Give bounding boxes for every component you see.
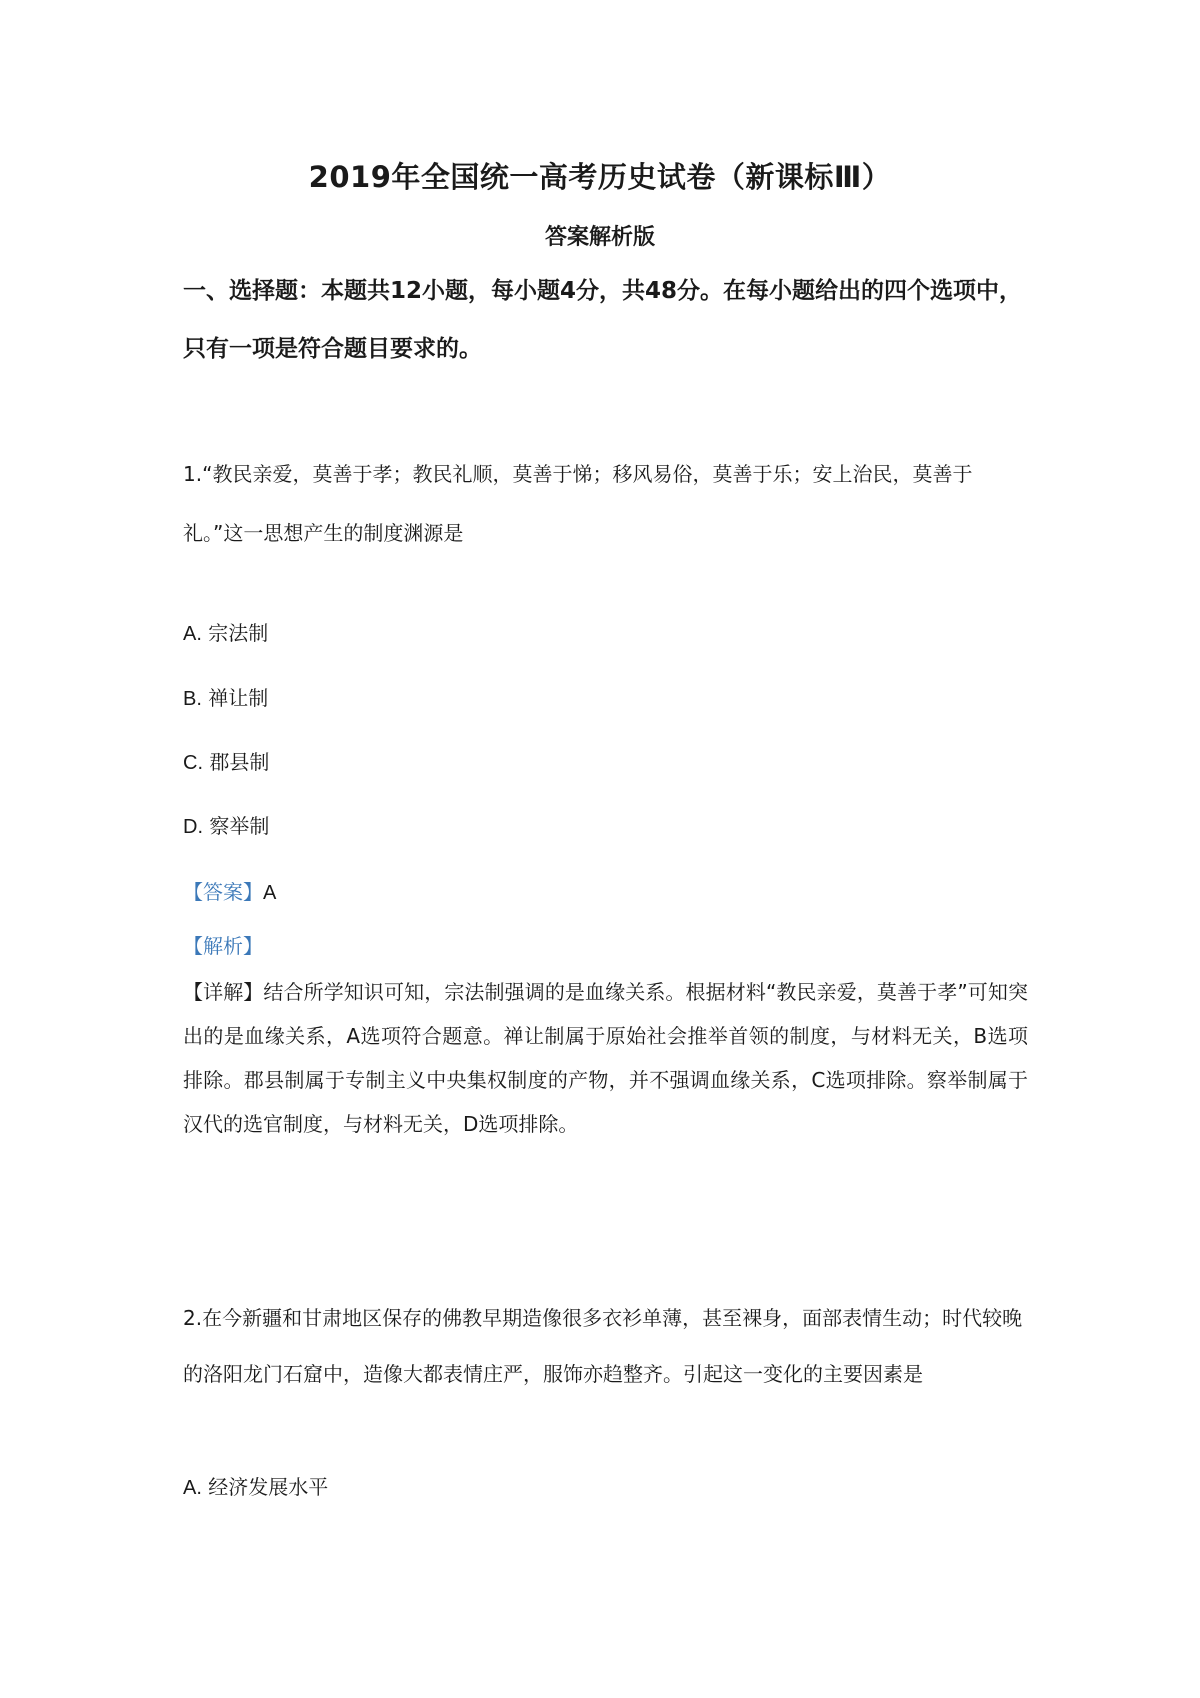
section-heading: 一、选择题：本题共12小题，每小题4分，共48分。在每小题给出的四个选项中，只有一项是符合题目要求的。 [183,278,1023,362]
question-2-stem: 2.在今新疆和甘肃地区保存的佛教早期造像很多衣衫单薄，甚至裸身，面部表情生动；时代较晚的洛阳龙门石窟中，造像大都表情庄严，服饰亦趋整齐。引起这一变化的主要因素是 [183,1306,1023,1386]
option-text: 禅让制 [208,686,269,710]
option-letter: A. [183,623,202,645]
option-text: 郡县制 [209,750,270,774]
analysis-detail: 【详解】结合所学知识可知，宗法制强调的是血缘关系。根据材料“教民亲爱，莫善于孝”可知突出的是血缘关系，A选项符合题意。禅让制属于原始社会推举首领的制度，与材料无关，B选项排除。郡县制属于专制主义中央集权制度的产物，并不强调血缘关系，C选项排除。察举制属于汉代的选官制度，与材料无关，D选项排除。 [183,980,1028,1136]
option-letter: B. [183,688,202,710]
page-subtitle: 答案解析版 [544,225,655,250]
option-text: 察举制 [209,814,270,838]
option-letter: A. [183,1477,202,1499]
question-1-option-a [183,617,268,646]
option-letter: C. [183,752,203,774]
page-title: 2019年全国统一高考历史试卷（新课标Ⅲ） [308,160,892,194]
question-1-option-b [183,682,268,711]
question-1-option-d [183,810,269,839]
analysis-label: 【解析】 [183,934,263,958]
option-letter: D. [183,816,203,838]
question-2-option-a [183,1471,328,1500]
option-text: 宗法制 [208,621,269,645]
question-1-option-c [183,746,269,775]
answer-line [183,876,276,905]
option-text: 经济发展水平 [208,1475,329,1499]
question-1-stem: 1.“教民亲爱，莫善于孝；教民礼顺，莫善于悌；移风易俗，莫善于乐；安上治民，莫善于礼。”这一思想产生的制度渊源是 [183,462,973,545]
answer-label: 【答案】 [183,880,263,904]
answer-value: A [263,882,277,904]
